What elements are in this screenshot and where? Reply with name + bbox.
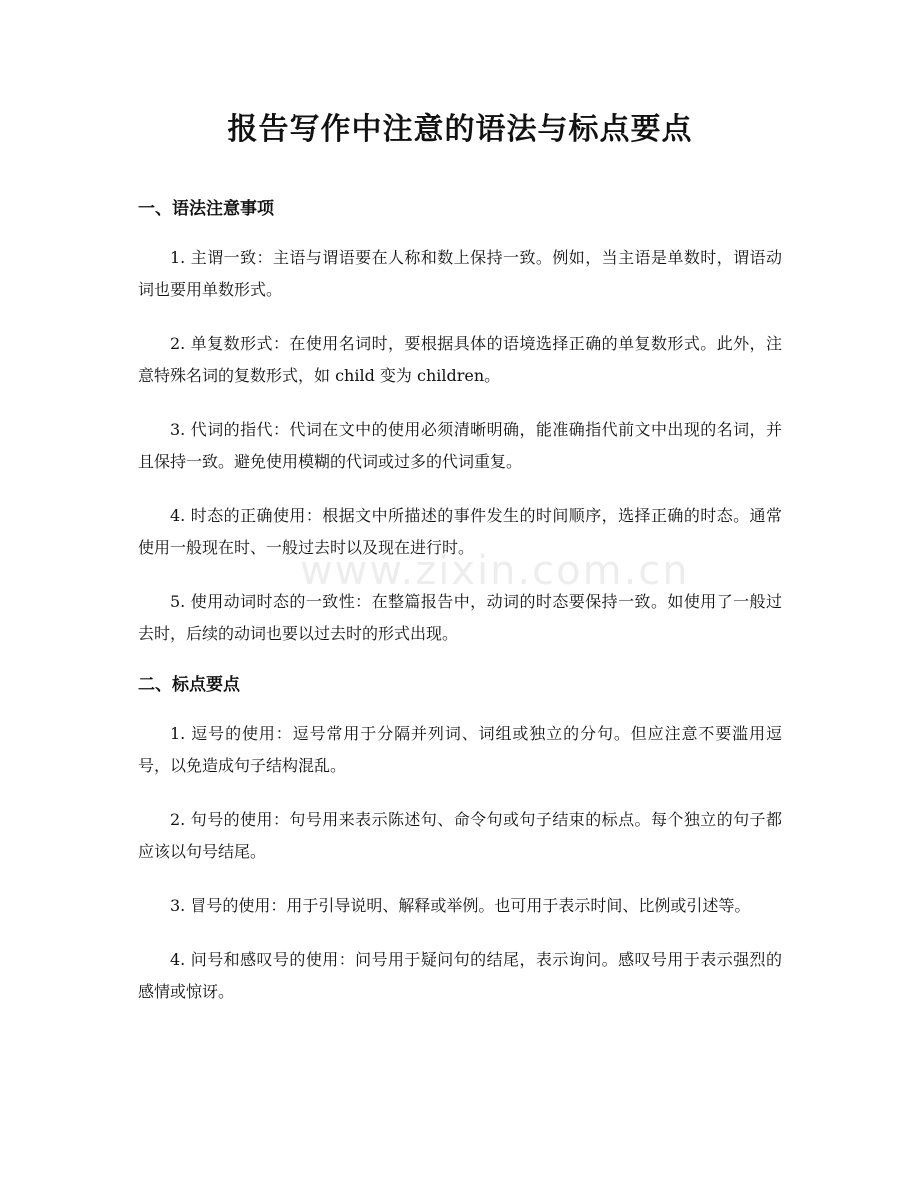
paragraph: 3. 冒号的使用：用于引导说明、解释或举例。也可用于表示时间、比例或引述等。 [170,896,751,915]
section-heading: 二、标点要点 [138,675,240,695]
paragraph: 4. 时态的正确使用：根据文中所描述的事件发生的时间顺序，选择正确的时态。通常使用一般现在时、一般过去时以及现在进行时。 [138,506,782,557]
paragraph: 4. 问号和感叹号的使用：问号用于疑问句的结尾，表示询问。感叹号用于表示强烈的感情或惊讶。 [138,950,782,1001]
section-punctuation [138,672,782,1008]
paragraph: 5. 使用动词时态的一致性：在整篇报告中，动词的时态要保持一致。如使用了一般过去时，后续的动词也要以过去时的形式出现。 [138,592,782,643]
paragraph: 2. 单复数形式：在使用名词时，要根据具体的语境选择正确的单复数形式。此外，注意特殊名词的复数形式，如 child 变为 children。 [138,334,782,385]
watermark: www.zixin.com.cn [300,548,690,594]
paragraph: 3. 代词的指代：代词在文中的使用必须清晰明确，能准确指代前文中出现的名词，并且保持一致。避免使用模糊的代词或过多的代词重复。 [138,420,782,471]
paragraph: 1. 主谓一致：主语与谓语要在人称和数上保持一致。例如，当主语是单数时，谓语动词也要用单数形式。 [138,248,782,299]
paragraph: 2. 句号的使用：句号用来表示陈述句、命令句或句子结束的标点。每个独立的句子都应该以句号结尾。 [138,810,782,861]
document-title: 报告写作中注意的语法与标点要点 [227,112,693,147]
section-grammar [138,196,782,650]
section-heading: 一、语法注意事项 [138,199,274,219]
paragraph: 1. 逗号的使用：逗号常用于分隔并列词、词组或独立的分句。但应注意不要滥用逗号，以免造成句子结构混乱。 [138,724,782,775]
